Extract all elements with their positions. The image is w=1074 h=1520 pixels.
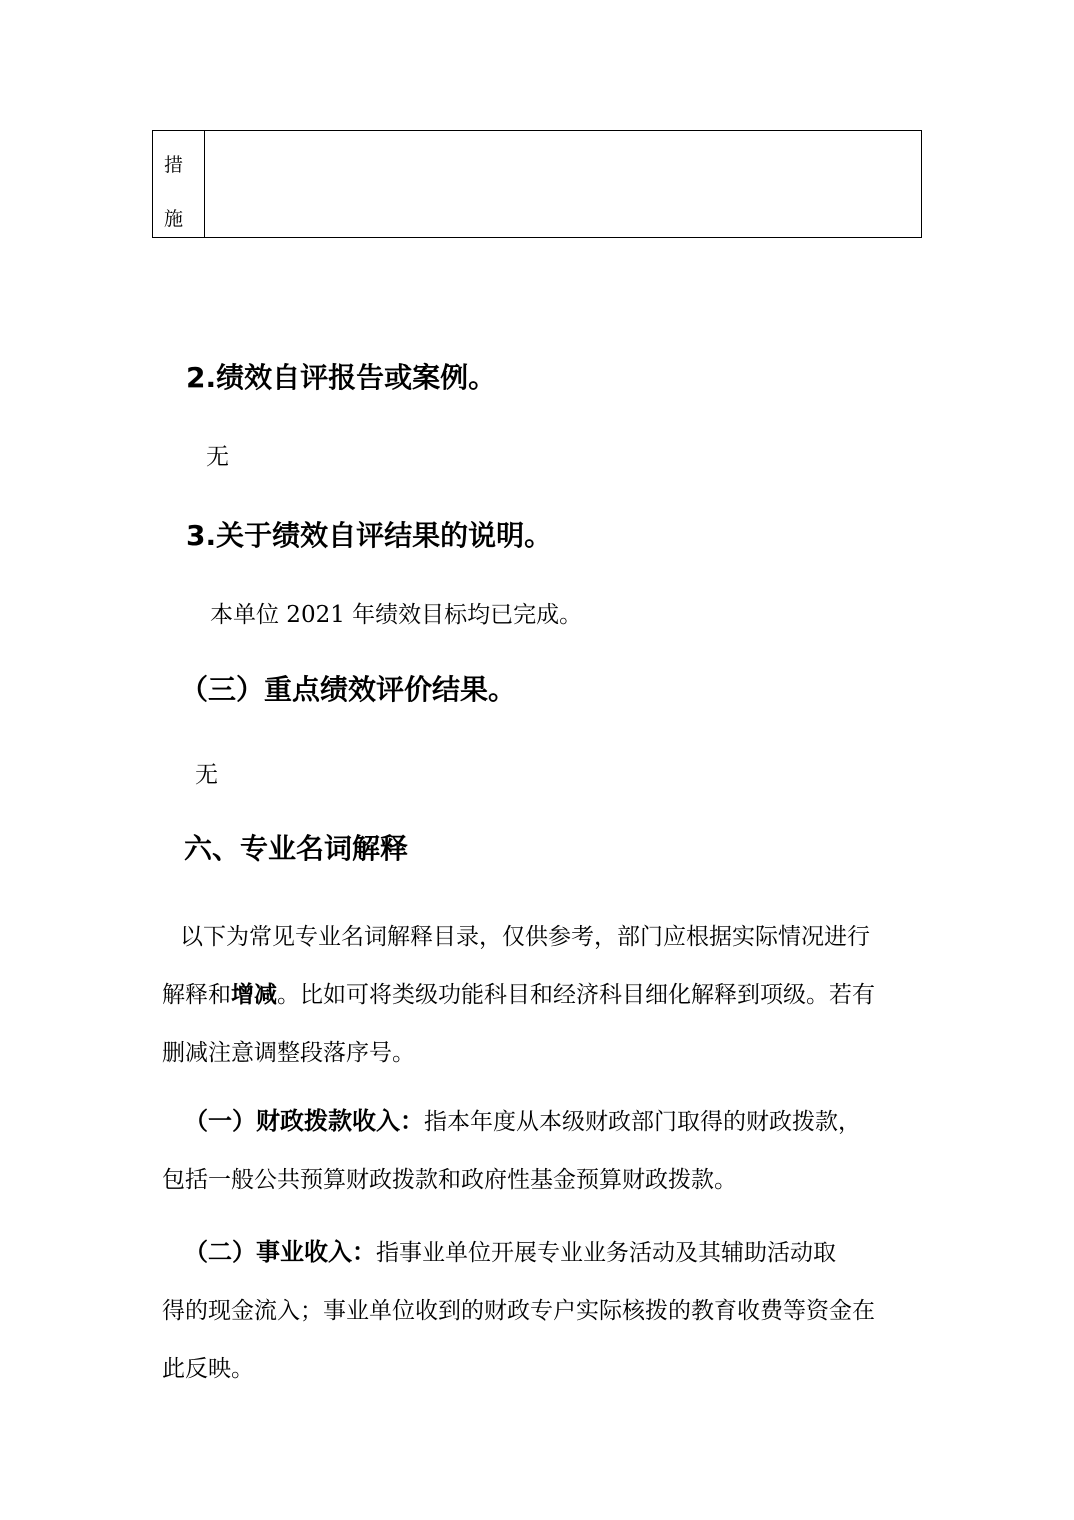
term-definition-line-2: 包括一般公共预算财政拨款和政府性基金预算财政拨款。	[162, 1167, 737, 1193]
table-label-char-2: 施	[164, 208, 184, 230]
term-fiscal-appropriation	[162, 1092, 922, 1209]
section-6-heading: 六、专业名词解释	[184, 832, 409, 865]
term-definition-line-1: 指事业单位开展专业业务活动及其辅助活动取	[376, 1240, 836, 1266]
term-label: （一）财政拨款收入：	[184, 1107, 424, 1135]
term-label: （二）事业收入：	[184, 1238, 376, 1266]
measures-table	[152, 130, 922, 238]
intro-line-1: 以下为常见专业名词解释目录，仅供参考，部门应根据实际情况进行	[180, 924, 870, 950]
section-6-intro	[162, 908, 922, 1082]
table-content-cell	[205, 131, 921, 237]
table-label-char-1: 措	[164, 154, 184, 176]
term-definition-line-3: 此反映。	[162, 1356, 254, 1382]
intro-line-2-bold: 增减	[231, 982, 277, 1008]
section-3-heading: 3.关于绩效自评结果的说明。	[186, 519, 553, 552]
term-business-income	[162, 1223, 922, 1398]
term-definition-line-1: 指本年度从本级财政部门取得的财政拨款，	[424, 1109, 861, 1135]
term-definition-line-2: 得的现金流入；事业单位收到的财政专户实际核拨的教育收费等资金在	[162, 1298, 875, 1324]
section-2-content: 无	[206, 444, 229, 470]
key-evaluation-heading: （三）重点绩效评价结果。	[180, 673, 517, 706]
intro-line-2b: 。比如可将类级功能科目和经济科目细化解释到项级。若有	[277, 982, 875, 1008]
section-3-content: 本单位 2021 年绩效目标均已完成。	[210, 602, 583, 628]
section-2-heading: 2.绩效自评报告或案例。	[186, 361, 497, 394]
intro-line-2a: 解释和	[162, 982, 231, 1008]
intro-line-3: 删减注意调整段落序号。	[162, 1040, 415, 1066]
key-evaluation-content: 无	[195, 762, 218, 788]
